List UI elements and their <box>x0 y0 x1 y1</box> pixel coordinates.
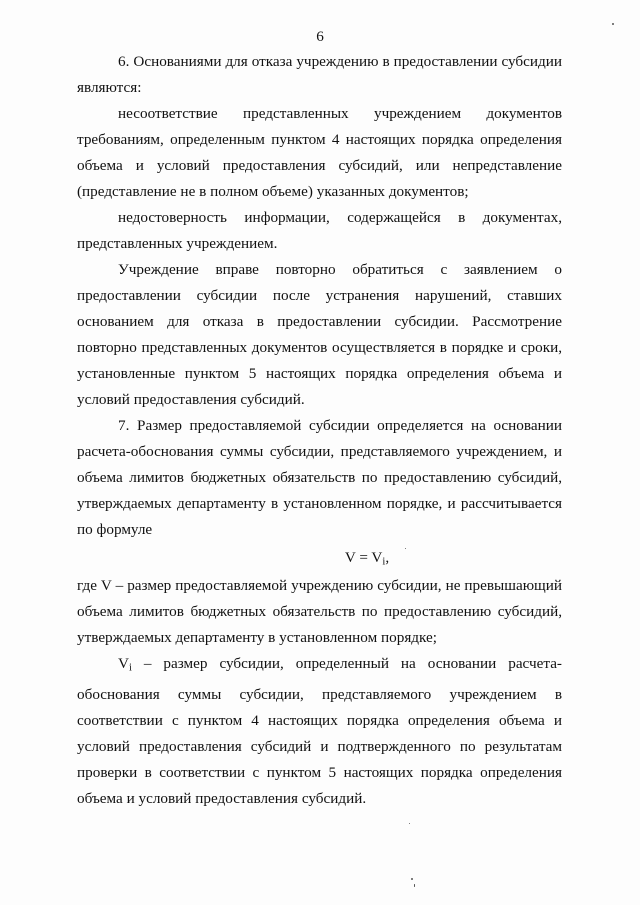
definition-vi <box>77 651 562 812</box>
formula-main: V = V <box>344 549 383 566</box>
definition-vi-subscript: i <box>128 662 132 674</box>
scan-speck <box>612 23 614 25</box>
document-body <box>77 49 562 812</box>
paragraph-unreliability: недостоверность информации, содержащейся в документах, представленных учреждением. <box>77 209 562 252</box>
page-number: 6 <box>316 28 324 45</box>
paragraph-subsidy-size: 7. Размер предоставляемой субсидии определяется на основании расчета-обоснования суммы субсидии, представляемого учреждением, и объема лимитов бюджетных обязательств по предоставлению субсидий, утверждаемых департаменту в установленном порядке, и рассчитывается по формуле <box>77 417 562 538</box>
definition-v: где V – размер предоставляемой учреждению субсидии, не превышающий объема лимитов бюджетных обязательств по предоставлению субсидий, утверждаемых департаменту в установленном порядке; <box>77 577 562 646</box>
paragraph-refusal-grounds: 6. Основаниями для отказа учреждению в предоставлении субсидии являются: <box>77 53 562 96</box>
definition-vi-symbol: V <box>118 655 129 672</box>
scan-speck <box>409 823 410 824</box>
scan-speck <box>411 878 413 880</box>
formula <box>77 543 562 573</box>
scan-speck <box>414 884 415 887</box>
scan-speck <box>405 548 406 549</box>
formula-subscript: i <box>382 556 386 568</box>
definition-vi-text: – размер субсидии, определенный на основании расчета-обоснования суммы субсидии, представляемого учреждением в соответствии с пунктом 4 настоящих порядка определения объема и условий предоставления субсидий и подтвержденного по результатам проверки в соответствии с пунктом 5 настоящих порядка определения объема и условий предоставления субсидий. <box>77 655 562 807</box>
paragraph-resubmission: Учреждение вправе повторно обратиться с заявлением о предоставлении субсидии после устранения нарушений, ставших основанием для отказа в предоставлении субсидии. Рассмотрение повторно представленных документов осуществляется в порядке и сроки, установленные пунктом 5 настоящих порядка определения объема и условий предоставления субсидий. <box>77 261 562 408</box>
formula-trail: , <box>385 549 390 566</box>
paragraph-nonconformity: несоответствие представленных учреждением документов требованиям, определенным пунктом 4 настоящих порядка определения объема и условий предоставления субсидий, или непредставление (представление не в полном объеме) указанных документов; <box>77 105 562 200</box>
